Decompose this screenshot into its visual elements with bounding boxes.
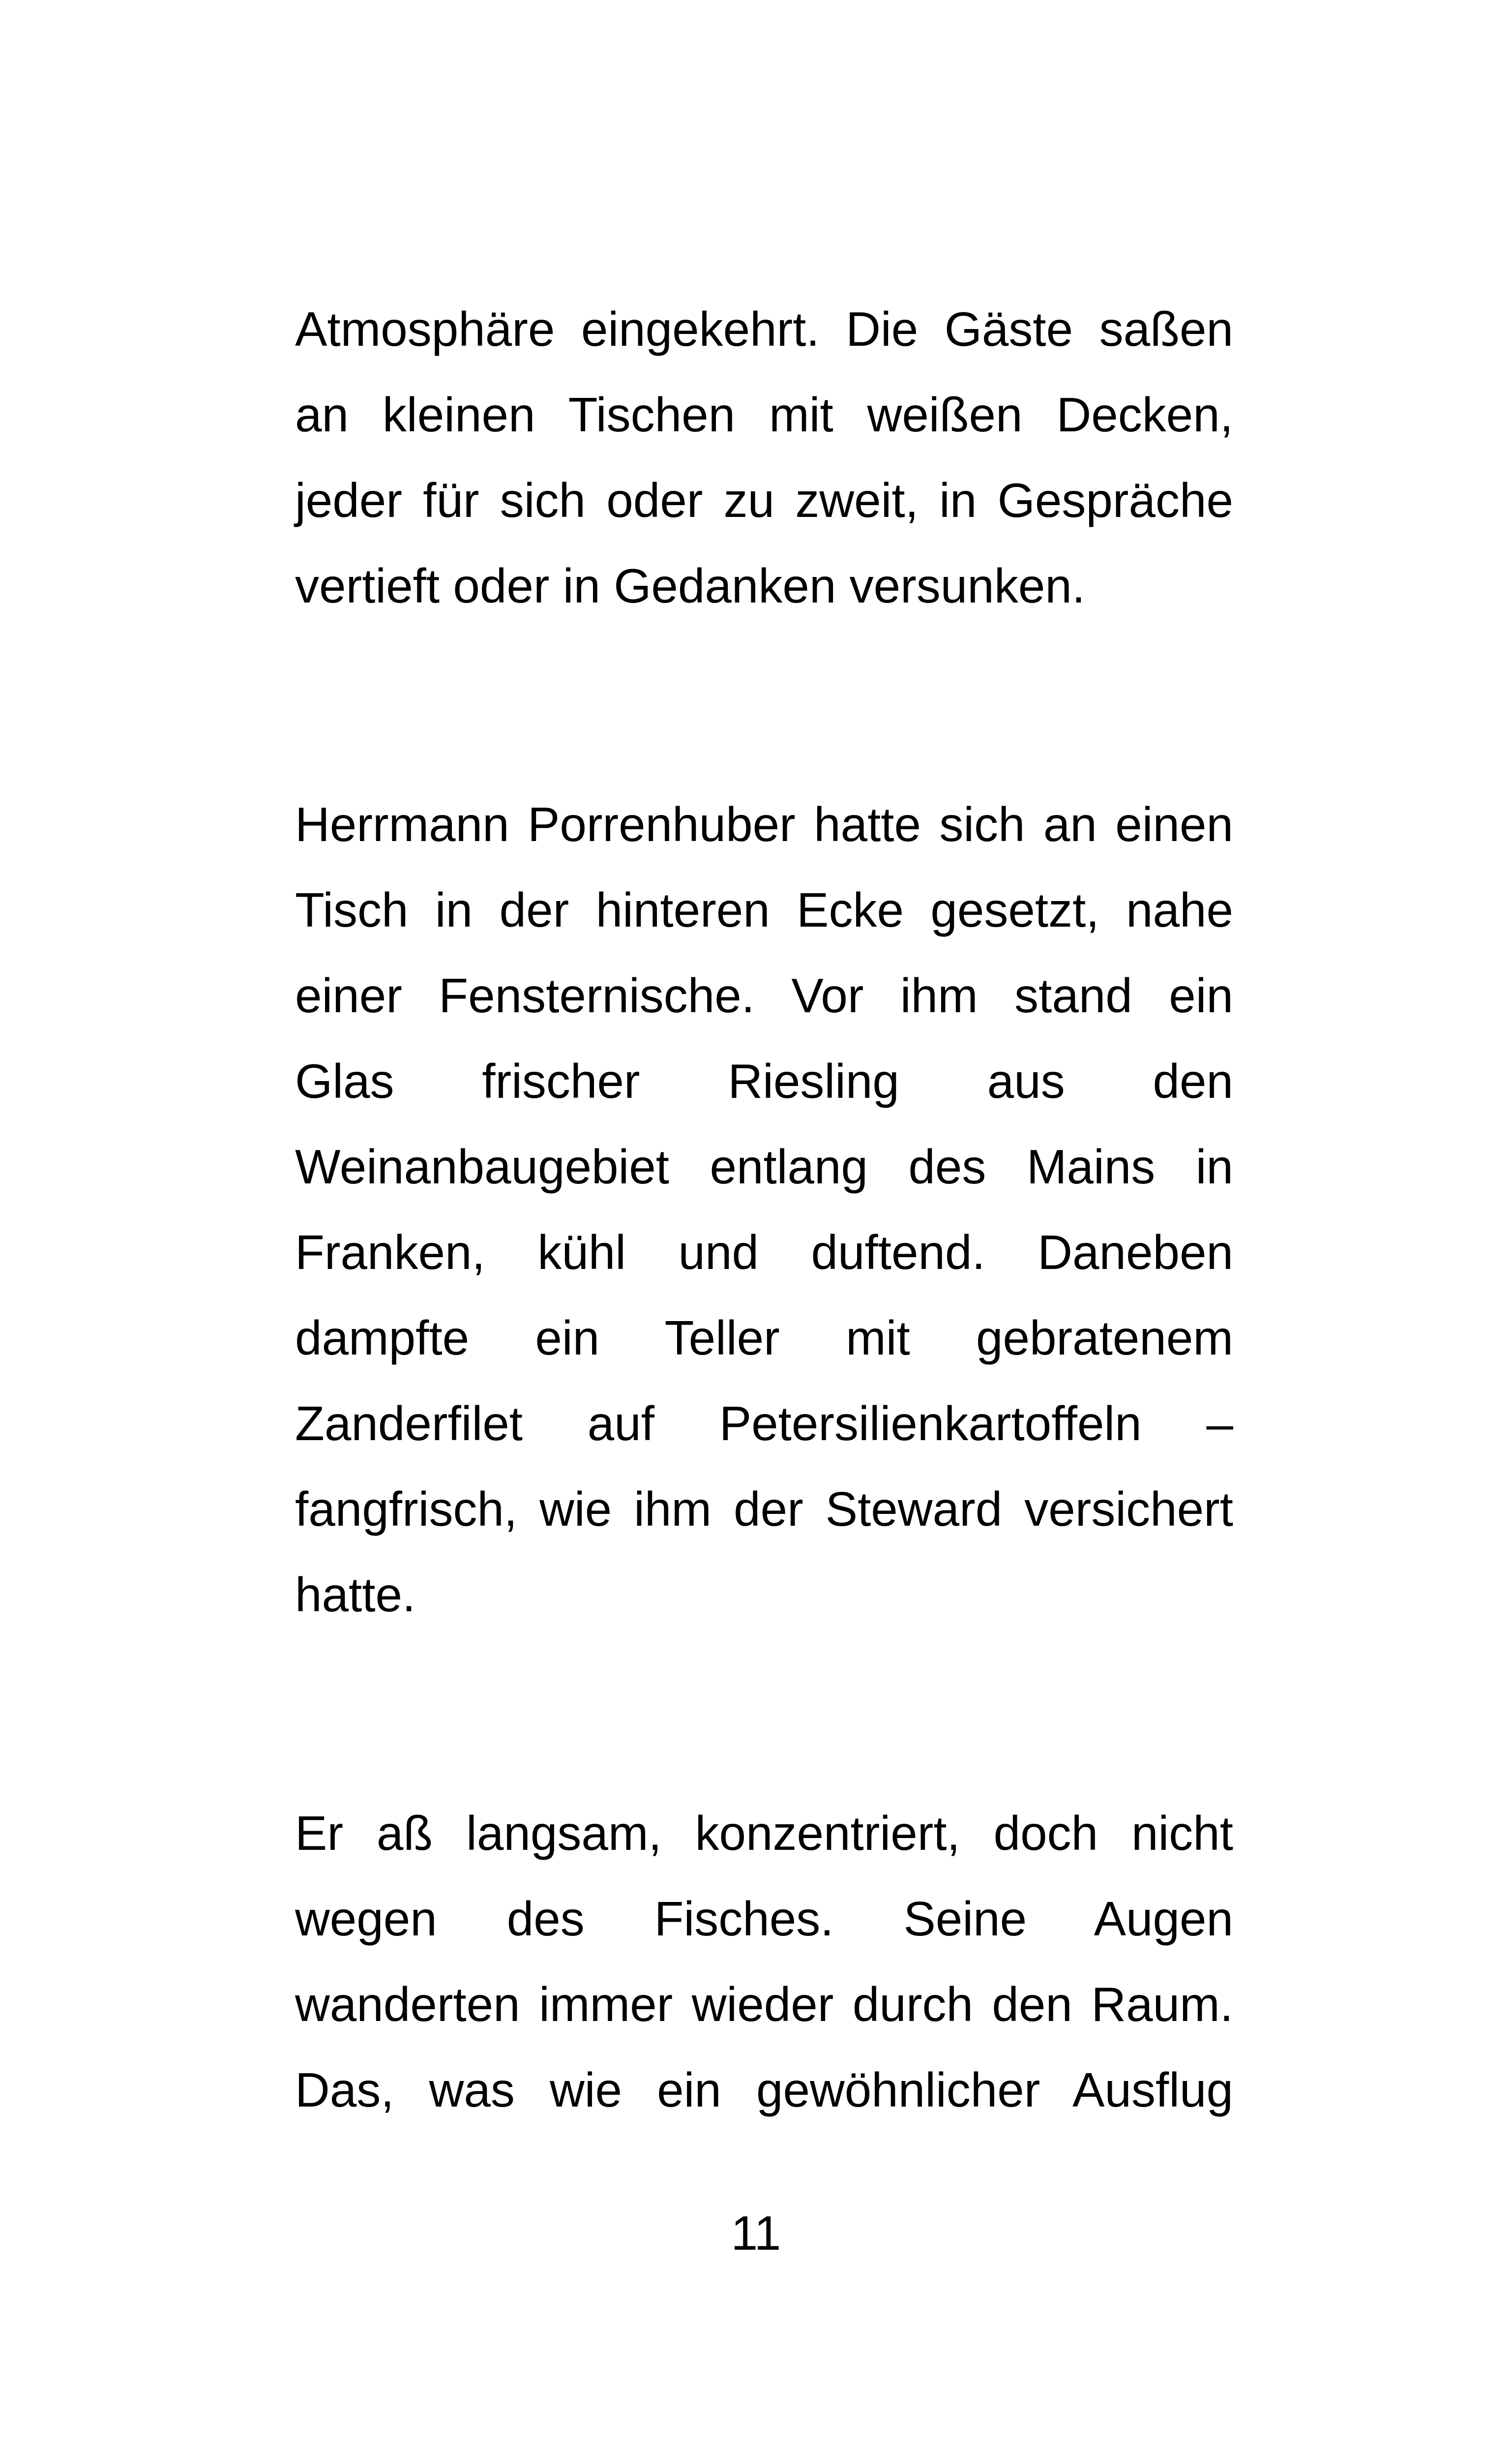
text-line: Herrmann Porrenhuber hatte sich an einen bbox=[295, 797, 1233, 851]
text-line: Tisch in der hinteren Ecke gesetzt, nahe bbox=[295, 883, 1233, 937]
text-line: vertieft oder in Gedanken versunken. bbox=[295, 559, 1086, 613]
text-line: jeder für sich oder zu zweit, in Gespräche bbox=[295, 473, 1233, 527]
text-line: hatte. bbox=[295, 1568, 416, 1622]
text-line: wegen des Fisches. Seine Augen bbox=[295, 1892, 1233, 1946]
paragraph-gap bbox=[295, 1637, 1233, 1790]
text-line: fangfrisch, wie ihm der Steward versichert bbox=[295, 1482, 1233, 1536]
page-body-text bbox=[295, 286, 1233, 2133]
text-line: Weinanbaugebiet entlang des Mains in bbox=[295, 1140, 1233, 1194]
text-line: dampfte ein Teller mit gebratenem bbox=[295, 1311, 1233, 1365]
text-line: wanderten immer wieder durch den Raum. bbox=[295, 1977, 1233, 2031]
paragraph-gap bbox=[295, 629, 1233, 782]
text-line: Er aß langsam, konzentriert, doch nicht bbox=[295, 1806, 1233, 1860]
text-line: Franken, kühl und duftend. Daneben bbox=[295, 1225, 1233, 1279]
text-line: Atmosphäre eingekehrt. Die Gäste saßen bbox=[295, 302, 1233, 356]
page-number: 11 bbox=[731, 2206, 781, 2260]
text-line: an kleinen Tischen mit weißen Decken, bbox=[295, 388, 1233, 442]
text-line: einer Fensternische. Vor ihm stand ein bbox=[295, 968, 1233, 1023]
text-line: Das, was wie ein gewöhnlicher Ausflug bbox=[295, 2063, 1233, 2117]
text-line: Zanderfilet auf Petersilienkartoffeln – bbox=[295, 1396, 1233, 1450]
text-line: Glas frischer Riesling aus den bbox=[295, 1054, 1233, 1108]
